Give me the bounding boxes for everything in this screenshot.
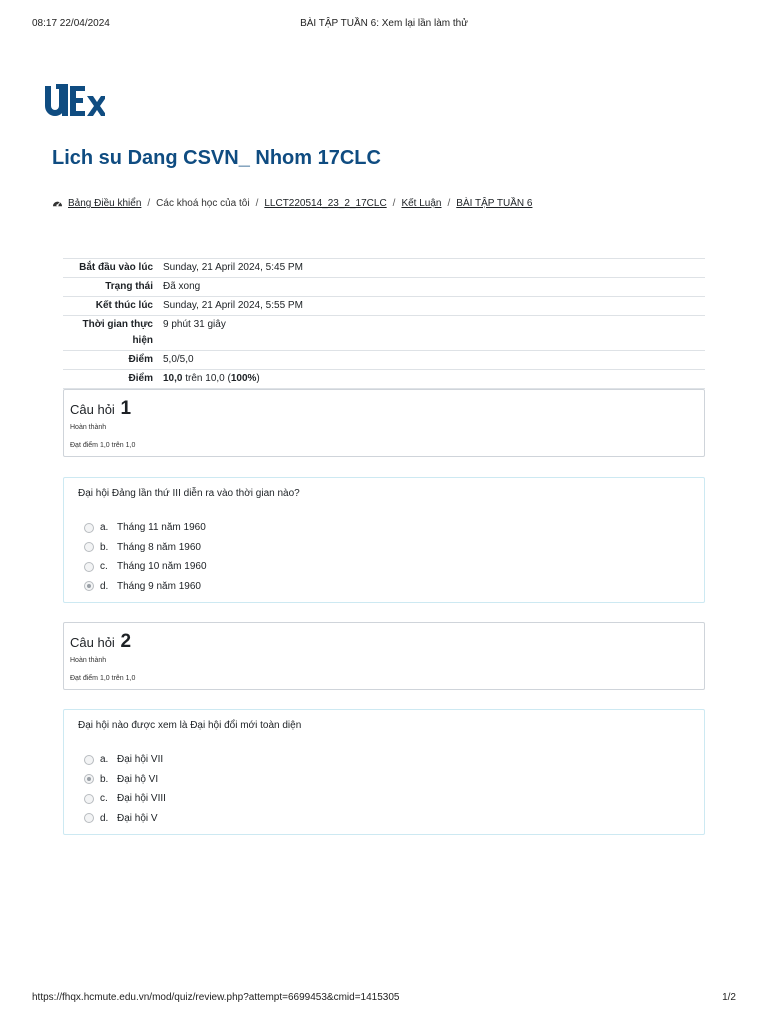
question-state: Hoàn thành — [70, 424, 107, 431]
summary-value: 5,0/5,0 — [163, 354, 194, 365]
answer-letter: a. — [100, 522, 109, 534]
answer-option-d[interactable] — [84, 809, 166, 829]
summary-value: Sunday, 21 April 2024, 5:45 PM — [163, 262, 303, 273]
answer-text: Đại hội VIII — [117, 793, 166, 805]
summary-label-line: hiện — [132, 335, 153, 346]
answer-letter: a. — [100, 754, 109, 766]
question-number-value: 2 — [120, 631, 132, 652]
print-header — [32, 18, 736, 32]
question-number — [70, 398, 131, 420]
summary-label: Điểm — [128, 373, 153, 384]
breadcrumb — [52, 198, 532, 209]
breadcrumb-section[interactable]: Kết Luận — [401, 198, 442, 209]
answer-list — [84, 518, 207, 596]
question-info-1 — [63, 389, 705, 457]
answer-list — [84, 750, 166, 828]
summary-row-state — [63, 278, 705, 297]
radio-button[interactable] — [84, 813, 94, 823]
breadcrumb-my-courses: Các khoá học của tôi — [156, 198, 250, 209]
grade-score: 10,0 — [163, 373, 183, 384]
answer-text: Tháng 8 năm 1960 — [117, 541, 201, 553]
breadcrumb-dashboard[interactable]: Bảng Điều khiển — [68, 198, 142, 209]
summary-row-grade — [63, 370, 705, 389]
radio-button[interactable] — [84, 542, 94, 552]
dashboard-icon — [52, 198, 63, 209]
answer-option-b[interactable] — [84, 538, 207, 558]
summary-label: Bắt đầu vào lúc — [79, 262, 153, 273]
summary-row-marks — [63, 351, 705, 370]
summary-value: Sunday, 21 April 2024, 5:55 PM — [163, 300, 303, 311]
answer-option-a[interactable] — [84, 518, 207, 538]
grade-percent: 100% — [230, 373, 257, 384]
answer-letter: b. — [100, 541, 109, 553]
radio-button[interactable] — [84, 523, 94, 533]
radio-button-selected[interactable] — [84, 774, 94, 784]
answer-text: Tháng 9 năm 1960 — [117, 580, 201, 592]
question-content-2 — [63, 709, 705, 835]
site-logo[interactable] — [45, 84, 105, 118]
breadcrumb-separator: / — [255, 198, 259, 209]
breadcrumb-course[interactable]: LLCT220514_23_2_17CLC — [264, 198, 387, 209]
summary-label: Trạng thái — [105, 281, 153, 292]
question-number — [70, 631, 131, 653]
print-page-number: 1/2 — [722, 992, 736, 1003]
summary-value: 9 phút 31 giây — [163, 319, 226, 330]
answer-text: Đại hội VII — [117, 754, 164, 766]
radio-button[interactable] — [84, 794, 94, 804]
answer-text: Đại hộ VI — [117, 773, 159, 785]
answer-letter: d. — [100, 812, 109, 824]
answer-option-d[interactable] — [84, 577, 207, 597]
answer-letter: c. — [100, 561, 108, 573]
question-label: Câu hỏi — [70, 635, 115, 650]
grade-text-end: ) — [256, 373, 260, 384]
answer-text: Tháng 11 năm 1960 — [117, 522, 206, 534]
question-state: Hoàn thành — [70, 657, 107, 664]
question-number-value: 1 — [120, 398, 132, 419]
answer-letter: d. — [100, 580, 109, 592]
summary-label — [63, 316, 159, 350]
summary-value — [159, 370, 705, 388]
print-datetime: 08:17 22/04/2024 — [32, 18, 110, 29]
attempt-summary-table — [63, 258, 705, 389]
grade-text: trên 10,0 ( — [185, 373, 231, 384]
print-footer — [32, 992, 736, 1006]
breadcrumb-separator: / — [147, 198, 151, 209]
summary-row-completed — [63, 297, 705, 316]
radio-button[interactable] — [84, 755, 94, 765]
print-url: https://fhqx.hcmute.edu.vn/mod/quiz/review.php?attempt=6699453&cmid=1415305 — [32, 992, 400, 1003]
answer-text: Tháng 10 năm 1960 — [117, 561, 207, 573]
answer-option-c[interactable] — [84, 557, 207, 577]
breadcrumb-separator: / — [392, 198, 396, 209]
question-label: Câu hỏi — [70, 402, 115, 417]
breadcrumb-quiz[interactable]: BÀI TẬP TUẦN 6 — [456, 198, 533, 209]
question-grade: Đạt điểm 1,0 trên 1,0 — [70, 675, 136, 682]
answer-letter: c. — [100, 793, 108, 805]
answer-option-c[interactable] — [84, 789, 166, 809]
print-page-title: BÀI TẬP TUẦN 6: Xem lại lần làm thử — [300, 18, 468, 29]
answer-option-a[interactable] — [84, 750, 166, 770]
answer-letter: b. — [100, 773, 109, 785]
question-text: Đại hội Đảng lần thứ III diễn ra vào thời gian nào? — [78, 488, 300, 499]
summary-label: Kết thúc lúc — [95, 300, 153, 311]
summary-label: Điểm — [128, 354, 153, 365]
breadcrumb-separator: / — [447, 198, 451, 209]
course-title: Lich su Dang CSVN_ Nhom 17CLC — [52, 147, 381, 169]
answer-option-b[interactable] — [84, 770, 166, 790]
answer-text: Đại hội V — [117, 812, 158, 824]
radio-button-selected[interactable] — [84, 581, 94, 591]
radio-button[interactable] — [84, 562, 94, 572]
question-info-2 — [63, 622, 705, 690]
summary-row-time-taken — [63, 316, 705, 351]
question-text: Đại hội nào được xem là Đại hội đổi mới toàn diện — [78, 720, 302, 731]
summary-row-started — [63, 259, 705, 278]
question-content-1 — [63, 477, 705, 603]
summary-label-line: Thời gian thực — [82, 319, 153, 330]
question-grade: Đạt điểm 1,0 trên 1,0 — [70, 442, 136, 449]
summary-value: Đã xong — [163, 281, 201, 292]
